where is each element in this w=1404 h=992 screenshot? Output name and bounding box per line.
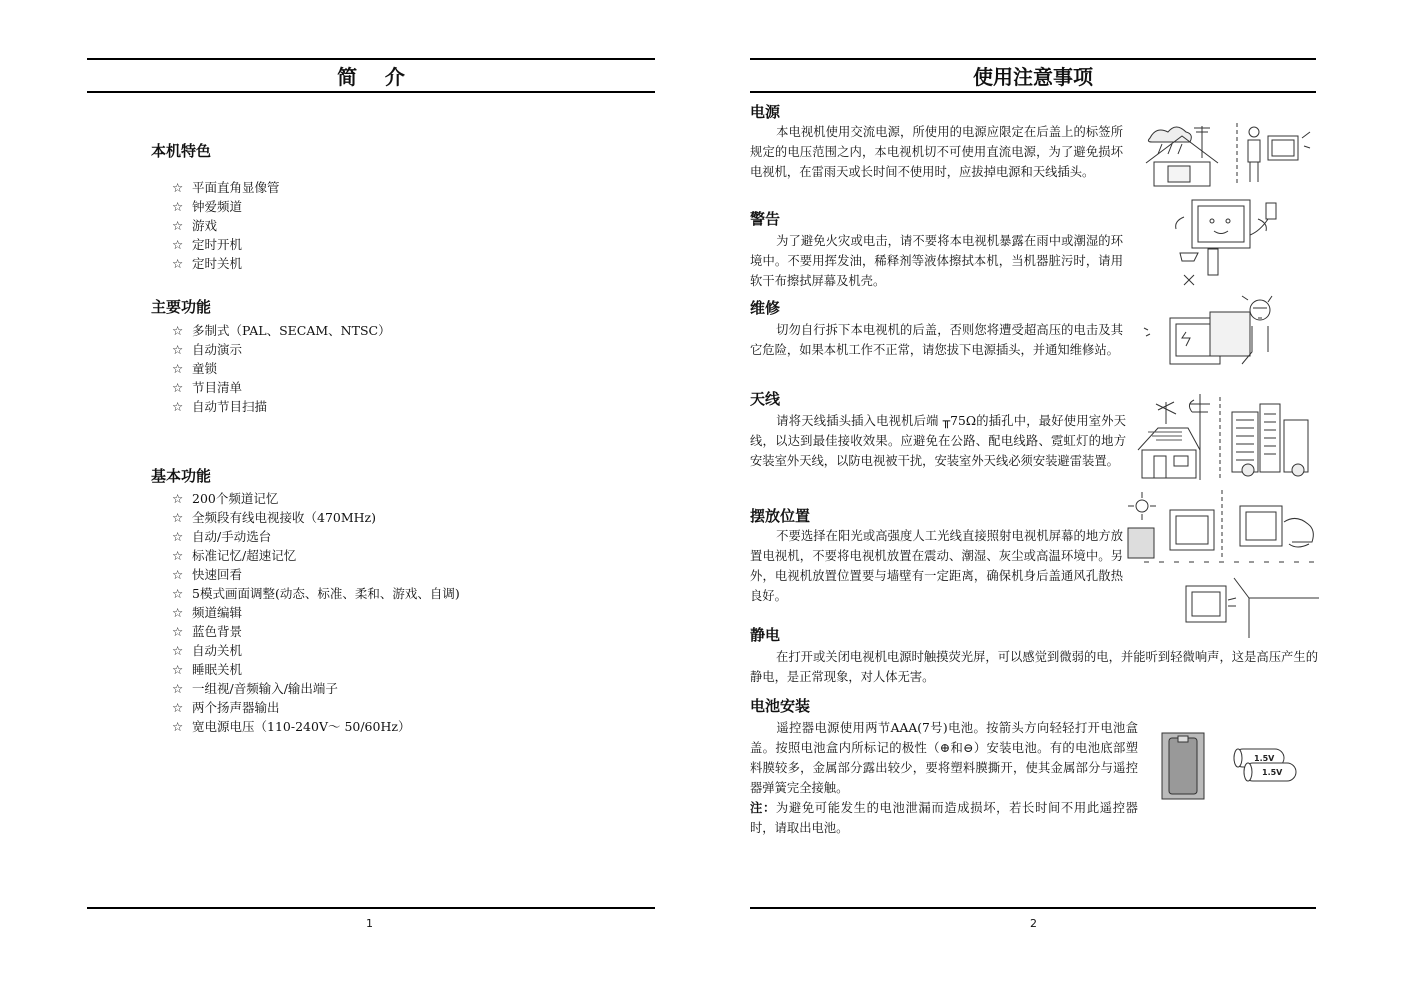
list-item: ☆ 宽电源电压（110-240V～ 50/60Hz） bbox=[172, 719, 411, 734]
section-heading-placement: 摆放位置 bbox=[750, 507, 811, 525]
star-icon: ☆ bbox=[172, 681, 184, 696]
battery-text: 遥控器电源使用两节AAA(7号)电池。按箭头方向轻轻打开电池盒盖。按照电池盒内所标记的极性（⊕和⊖）安装电池。有的电池底部塑料膜较多，金属部分露出较少，要将塑料膜撕开，使其金属部分与遥控器弹簧完全接触。 bbox=[750, 721, 1138, 795]
list-item: ☆ 平面直角显像管 bbox=[172, 180, 280, 195]
left-title-rule-top bbox=[87, 58, 655, 60]
star-icon: ☆ bbox=[172, 548, 184, 563]
left-page-title: 简 介 bbox=[337, 65, 405, 89]
star-icon: ☆ bbox=[172, 399, 184, 414]
star-icon: ☆ bbox=[172, 567, 184, 582]
antenna-text: 请将天线插头插入电视机后端 ╥75Ω的插孔中，最好使用室外天线，以达到最佳接收效果。应避免在公路、配电线路、霓虹灯的地方安装室外天线，以防电视被干扰，安装室外天线必须安装避雷装置。 bbox=[750, 414, 1126, 468]
placement-text: 不要选择在阳光或高强度人工光线直接照射电视机屏幕的地方放置电视机，不要将电视机放置在震动、潮湿、灰尘或高温环境中。另外，电视机放置位置要与墙壁有一定距离，确保机身后盖通风孔散热良好。 bbox=[750, 529, 1123, 603]
remote-battery-compartment-illustration bbox=[1161, 732, 1205, 800]
section-heading-warning: 警告 bbox=[750, 210, 781, 228]
static-text: 在打开或关闭电视机电源时触摸荧光屏，可以感觉到微弱的电，并能听到轻微响声，这是高压产生的静电，是正常现象，对人体无害。 bbox=[750, 650, 1318, 684]
left-title-rule-bottom bbox=[87, 91, 655, 93]
left-footer-rule bbox=[87, 907, 655, 909]
right-title-rule-bottom bbox=[750, 91, 1316, 93]
antenna-house-illustration bbox=[1128, 392, 1318, 484]
star-icon: ☆ bbox=[172, 662, 184, 677]
list-item: ☆ 定时关机 bbox=[172, 256, 243, 271]
star-icon: ☆ bbox=[172, 180, 184, 195]
star-icon: ☆ bbox=[172, 380, 184, 395]
list-item: ☆ 快速回看 bbox=[172, 567, 243, 582]
list-item: ☆ 标准记忆/超速记忆 bbox=[172, 548, 297, 563]
battery-note: 注：为避免可能发生的电池泄漏而造成损坏，若长时间不用此遥控器时，请取出电池。 bbox=[750, 801, 1138, 835]
list-item: ☆ 游戏 bbox=[172, 218, 218, 233]
list-item: ☆ 200个频道记忆 bbox=[172, 491, 279, 506]
list-item: ☆ 童锁 bbox=[172, 361, 218, 376]
star-icon: ☆ bbox=[172, 323, 184, 338]
section-heading-basic-functions: 基本功能 bbox=[151, 467, 212, 485]
star-icon: ☆ bbox=[172, 491, 184, 506]
battery-label: 1.5V bbox=[1262, 768, 1283, 777]
section-heading-main-functions: 主要功能 bbox=[151, 298, 212, 316]
right-page-title: 使用注意事项 bbox=[973, 65, 1093, 89]
placement-sunlight-illustration bbox=[1124, 488, 1319, 640]
electric-shock-repair-illustration bbox=[1140, 292, 1285, 372]
warning-text: 为了避免火灾或电击，请不要将本电视机暴露在雨中或潮湿的环境中。不要用挥发油，稀释剂等液体擦拭本机，当机器脏污时，请用软干布擦拭屏幕及机壳。 bbox=[750, 234, 1123, 288]
list-item: ☆ 自动关机 bbox=[172, 643, 243, 658]
list-item: ☆ 自动演示 bbox=[172, 342, 243, 357]
section-heading-battery: 电池安装 bbox=[750, 697, 811, 715]
list-item: ☆ 多制式（PAL、SECAM、NTSC） bbox=[172, 323, 391, 338]
right-footer-rule bbox=[750, 907, 1316, 909]
list-item: ☆ 钟爱频道 bbox=[172, 199, 243, 214]
main-functions-list bbox=[172, 321, 391, 416]
list-item: ☆ 蓝色背景 bbox=[172, 624, 243, 639]
star-icon: ☆ bbox=[172, 361, 184, 376]
section-heading-static: 静电 bbox=[750, 626, 781, 644]
star-icon: ☆ bbox=[172, 605, 184, 620]
list-item: ☆ 全频段有线电视接收（470MHz) bbox=[172, 510, 377, 525]
star-icon: ☆ bbox=[172, 218, 184, 233]
list-item: ☆ 定时开机 bbox=[172, 237, 243, 252]
section-heading-repair: 维修 bbox=[750, 299, 781, 317]
basic-functions-list bbox=[172, 489, 460, 736]
battery-label: 1.5V bbox=[1254, 754, 1275, 763]
star-icon: ☆ bbox=[172, 624, 184, 639]
list-item: ☆ 一组视/音频输入/输出端子 bbox=[172, 681, 338, 696]
left-page-number: 1 bbox=[366, 917, 373, 930]
star-icon: ☆ bbox=[172, 700, 184, 715]
star-icon: ☆ bbox=[172, 237, 184, 252]
section-heading-antenna: 天线 bbox=[750, 390, 781, 408]
star-icon: ☆ bbox=[172, 529, 184, 544]
star-icon: ☆ bbox=[172, 199, 184, 214]
star-icon: ☆ bbox=[172, 586, 184, 601]
batteries-illustration bbox=[1228, 743, 1302, 789]
right-page-number: 2 bbox=[1030, 917, 1037, 930]
star-icon: ☆ bbox=[172, 719, 184, 734]
list-item: ☆ 5模式画面调整(动态、标准、柔和、游戏、自调) bbox=[172, 586, 460, 601]
section-heading-power: 电源 bbox=[750, 103, 781, 121]
list-item: ☆ 节目清单 bbox=[172, 380, 243, 395]
features-list bbox=[172, 178, 280, 273]
list-item: ☆ 两个扬声器输出 bbox=[172, 700, 280, 715]
right-title-rule-top bbox=[750, 58, 1316, 60]
star-icon: ☆ bbox=[172, 510, 184, 525]
thunderstorm-house-illustration bbox=[1142, 118, 1317, 190]
list-item: ☆ 自动/手动选台 bbox=[172, 529, 272, 544]
repair-text: 切勿自行拆下本电视机的后盖，否则您将遭受超高压的电击及其它危险，如果本机工作不正常，请您拔下电源插头，并通知维修站。 bbox=[750, 323, 1123, 357]
star-icon: ☆ bbox=[172, 643, 184, 658]
power-text: 本电视机使用交流电源，所使用的电源应限定在后盖上的标签所规定的电压范围之内，本电视机切不可使用直流电源，为了避免损坏电视机，在雷雨天或长时间不使用时，应拔掉电源和天线插头。 bbox=[750, 125, 1123, 179]
star-icon: ☆ bbox=[172, 256, 184, 271]
section-heading-features: 本机特色 bbox=[151, 142, 212, 160]
wet-tv-warning-illustration bbox=[1170, 195, 1285, 290]
list-item: ☆ 睡眠关机 bbox=[172, 662, 243, 677]
star-icon: ☆ bbox=[172, 342, 184, 357]
list-item: ☆ 频道编辑 bbox=[172, 605, 243, 620]
list-item: ☆ 自动节目扫描 bbox=[172, 399, 268, 414]
